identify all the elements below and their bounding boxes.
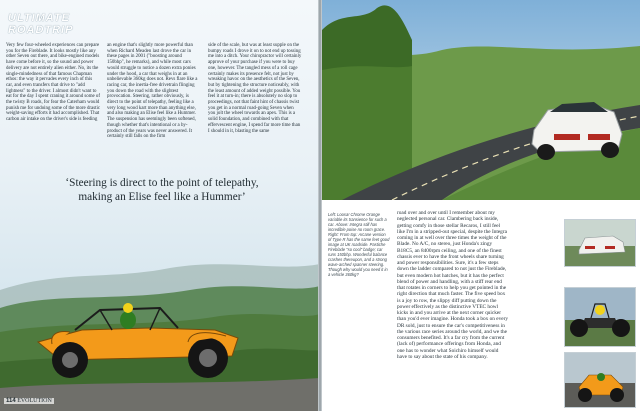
photo-caption: Left: Loosa! Chrome Orange variable its transience for such a car. Above: Integra still has incredible poise no room grace. Right: From top: Arcane version of Type R has the same feet good image at UK roadside. Pastiche Fireblade "so cool" badge; car runs 150bhp. Wonderful balance crashes thereupon, and a strong wave-arched spanner steering. Though why would you need it in a vehicle 360kg? <box>328 212 390 277</box>
article-column-2: an engine that's slightly more powerful than when Richard Meaden last drove the car in these pages in 2001 ("boosting around 150bhp", he remarks), and while most cars would struggle to notice a dozen extra ponies under the hood, a car that weighs in at an unbelievable 360kg does not. Revs flare like a racing car, the inertia-free drivetrain flinging you down the road with the slightest provocation. Steering, rather obviously, is direct to the point of telepathy, feeling like a very long wood kart more than anything else, and also making an Elise feel like a Hummer. The suspension has seemingly been softened, though whether that's intentional or a by-product of the years was never answered. It certainly still falls on the firm <box>107 43 198 140</box>
header-line-1: ULTIMATE <box>8 12 70 24</box>
page-number: 114 <box>6 398 16 404</box>
pull-quote <box>12 176 312 204</box>
thumbnail-caterham-front <box>564 287 636 347</box>
integra-road-photo <box>322 0 640 200</box>
article-column-1: Very few four-wheeled experiences can prepare you for the Fireblade. It looks mostly like any other Seven out there, and bike-engined models have come before it, so the sound and power delivery are not entirely alien either. No, its the single-mindedness of that famous Chapman ethos: the way it pervades every inch of this car, and even transfers that drive to "add lightness" to the driver. I almost didn't want to eat for the day I spent craning it around some of the twisty B roads, for fear the Caterham would punish me for undoing some of the more drastic weight-saving efforts it had accomplished. That carbon air intake on the driver's side is feeding <box>6 43 100 123</box>
right-page <box>322 0 640 411</box>
pull-quote-line-2: making an Elise feel like a Hummer’ <box>78 191 246 203</box>
pull-quote-line-1: ‘Steering is direct to the point of telepathy, <box>65 177 259 189</box>
caterham-photo <box>0 250 320 411</box>
right-body-text: road over and over until I remember about my neglected personal car. Clambering back inside, getting comfy in those stellar Recaros, I still feel like I'm in a stripped-out special, despite the Integra coming in at well over three times the weight of the Blade. No A/C, no stereo, just Honda's zingy B18C5, an 8400rpm ceiling, and one of the finest chassis ever to have the front wheels share turning and power responsibilities. Sure, it's a few steps down the ladder compared to not just the Fireblade, but even modern hot hatches, but it has the perfect blend of power and handling, with a stiff rear end that rotates in corners to help you get pointed in the right direction that much faster. The five speed box is a joy to row, the slippy diff putting down the power effectively as the distinctive VTEC howl kicks in and you arrive at the next corner quicker than you'd ever imagine. Honda took a box on every DR sold, just to ensure the car's competitiveness in the various race series around the world, and we the consumers benefited. It's a far cry from the current (lack of) performance offerings from Honda, and one has to wonder what Soichiro himself would have to say about the state of his company. <box>397 210 508 360</box>
thumbnail-caterham-orange <box>564 352 636 408</box>
page-folio <box>4 398 54 404</box>
section-header <box>8 12 73 36</box>
magazine-name: EVOLUTION <box>17 398 52 404</box>
article-column-3: side of the scale, but was at least supple on the bumpy roads I drove it on to not end up tossing me into a ditch. Your chiropractor will certainly approve of your purchase if you were to buy one, however. The tangled mess of a roll cage certainly makes its presence felt, not just by wreaking havoc on the aesthetics of the Seven, but by tightening the structure noticeably, with the least amount of added weight possible. You feel it at turn-in; there is absolutely no slop to proceedings, not that faint hint of chassis twist you get in a normal road-going Seven when you jolt the wheel towards an apex. This is a solid foundation, and combined with that effervescent engine, I spend far more time than I should in it, blasting the same <box>208 43 302 134</box>
thumbnail-integra-rear <box>564 219 636 267</box>
header-line-2: ROADTRIP <box>8 24 74 36</box>
